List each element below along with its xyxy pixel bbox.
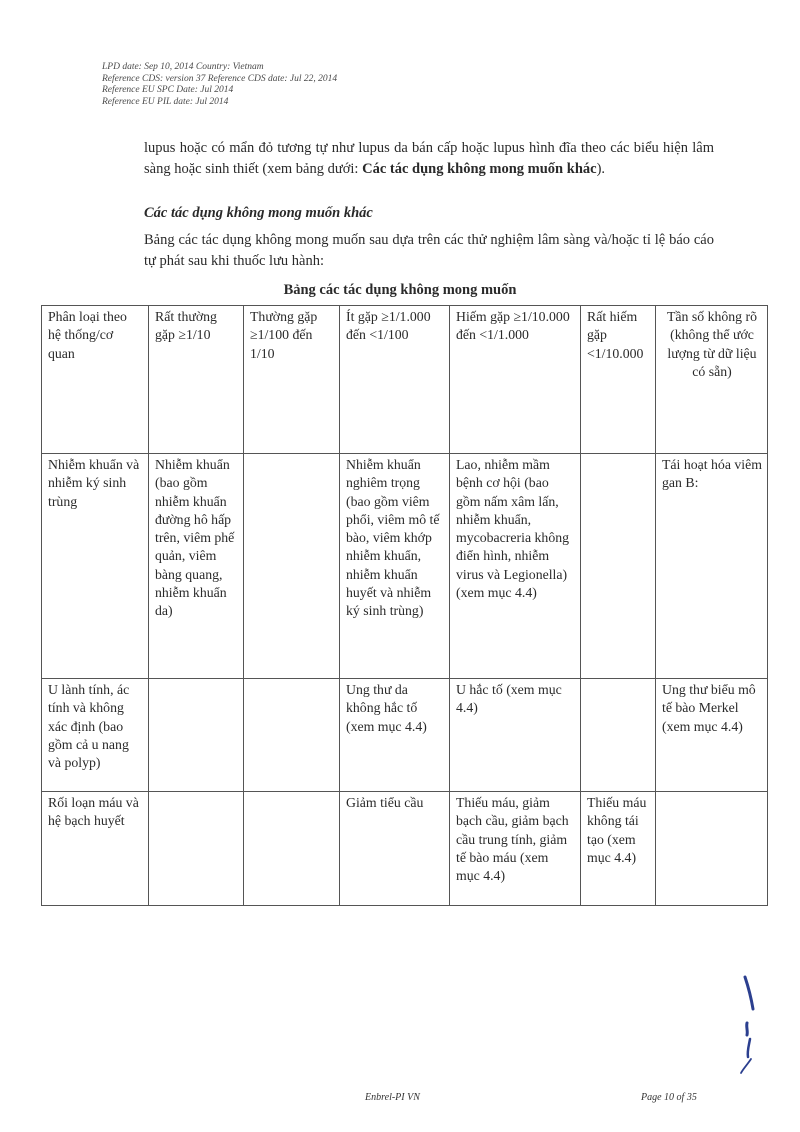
intro-text-bold: Các tác dụng không mong muốn khác bbox=[362, 161, 597, 177]
table-cell bbox=[149, 792, 244, 906]
table-cell: Ung thư biểu mô tế bào Merkel (xem mục 4.4) bbox=[656, 679, 768, 792]
table-cell: U lành tính, ác tính và không xác định (bao gồm cả u nang và polyp) bbox=[42, 679, 149, 792]
header-cell: Thường gặp ≥1/100 đến 1/10 bbox=[244, 306, 340, 454]
table-cell bbox=[244, 679, 340, 792]
header-cell: Phân loại theo hệ thống/cơ quan bbox=[42, 306, 149, 454]
intro-text-a: lupus hoặc có mẩn đỏ tương tự như lupus da bán cấp hoặc lupus hình đĩa theo các biểu hiện lâm sàng hoặc sinh thiết (xem bảng dưới: bbox=[144, 140, 714, 177]
table-cell: Rối loạn máu và hệ bạch huyết bbox=[42, 792, 149, 906]
table-cell: Ung thư da không hắc tố (xem mục 4.4) bbox=[340, 679, 450, 792]
handwritten-signature-mark bbox=[735, 975, 765, 1075]
table-cell: Nhiễm khuẩn và nhiễm ký sinh trùng bbox=[42, 454, 149, 679]
footer-document-name: Enbrel-PI VN bbox=[365, 1092, 420, 1103]
table-cell: Nhiễm khuẩn (bao gồm nhiễm khuẩn đường hô hấp trên, viêm phế quản, viêm bàng quang, nhiễm khuẩn da) bbox=[149, 454, 244, 679]
table-title: Bảng các tác dụng không mong muốn bbox=[283, 282, 517, 298]
header-cell: Rất hiếm gặp <1/10.000 bbox=[581, 306, 656, 454]
header-line-1: LPD date: Sep 10, 2014 Country: Vietnam bbox=[102, 62, 264, 72]
footer-page-number: Page 10 of 35 bbox=[641, 1092, 697, 1103]
table-cell: Nhiễm khuẩn nghiêm trọng (bao gồm viêm phổi, viêm mô tế bào, viêm khớp nhiễm khuẩn, nhiễm khuẩn huyết và nhiễm ký sinh trùng) bbox=[340, 454, 450, 679]
table-row bbox=[42, 792, 768, 906]
table-cell: Thiếu máu không tái tạo (xem mục 4.4) bbox=[581, 792, 656, 906]
table-cell bbox=[581, 454, 656, 679]
table-cell bbox=[581, 679, 656, 792]
adverse-effects-table bbox=[41, 305, 768, 906]
table-header-row bbox=[42, 306, 768, 454]
header-line-2: Reference CDS: version 37 Reference CDS date: Jul 22, 2014 bbox=[102, 73, 338, 84]
intro-paragraph bbox=[144, 138, 714, 180]
section-subheading: Các tác dụng không mong muốn khác bbox=[144, 205, 373, 221]
header-cell: Rất thường gặp ≥1/10 bbox=[149, 306, 244, 454]
header-cell: Tần số không rõ (không thể ước lượng từ dữ liệu có sẵn) bbox=[656, 306, 768, 454]
table-cell: Tái hoạt hóa viêm gan B: bbox=[656, 454, 768, 679]
table-cell: Giảm tiểu cầu bbox=[340, 792, 450, 906]
table-cell bbox=[244, 792, 340, 906]
document-header bbox=[102, 62, 337, 108]
table-cell: Thiếu máu, giảm bạch cầu, giảm bạch cầu trung tính, giảm tế bào máu (xem mục 4.4) bbox=[450, 792, 581, 906]
header-line-3: Reference EU SPC Date: Jul 2014 bbox=[102, 85, 234, 95]
table-row bbox=[42, 679, 768, 792]
table-cell bbox=[656, 792, 768, 906]
table-cell bbox=[244, 454, 340, 679]
table-cell: U hắc tố (xem mục 4.4) bbox=[450, 679, 581, 792]
table-intro-paragraph: Bảng các tác dụng không mong muốn sau dựa trên các thử nghiệm lâm sàng và/hoặc tỉ lệ báo cáo tự phát sau khi thuốc lưu hành: bbox=[144, 232, 714, 269]
table-cell bbox=[149, 679, 244, 792]
table-row bbox=[42, 454, 768, 679]
header-line-4: Reference EU PIL date: Jul 2014 bbox=[102, 96, 229, 107]
header-cell: Hiếm gặp ≥1/10.000 đến <1/1.000 bbox=[450, 306, 581, 454]
table-cell: Lao, nhiễm mầm bệnh cơ hội (bao gồm nấm xâm lấn, nhiễm khuẩn, mycobacreria không điển hình, nhiễm virus và Legionella) (xem mục 4.4) bbox=[450, 454, 581, 679]
intro-text-b: ). bbox=[596, 161, 606, 177]
header-cell: Ít gặp ≥1/1.000 đến <1/100 bbox=[340, 306, 450, 454]
